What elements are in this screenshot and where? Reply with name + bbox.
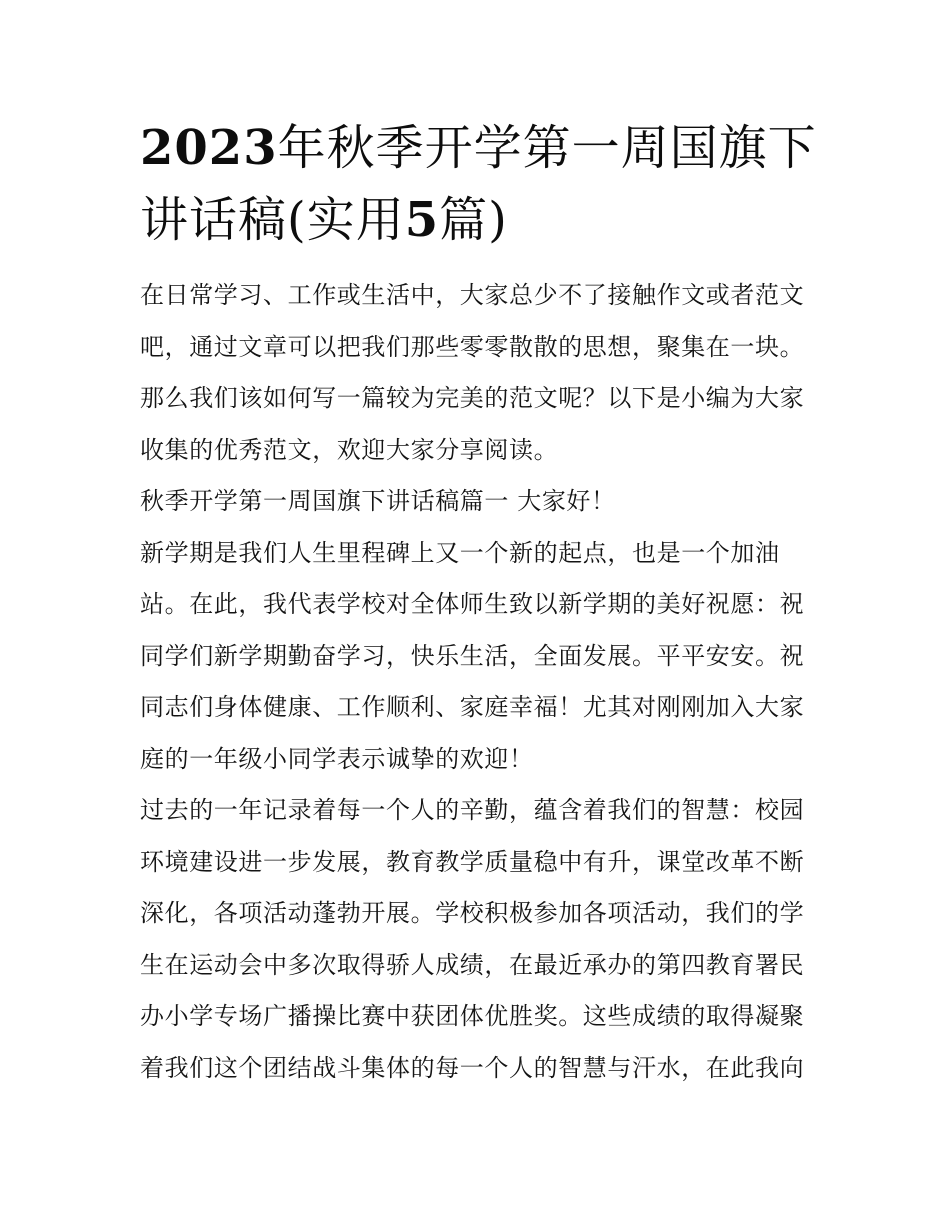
paragraph-heading-1: 秋季开学第一周国旗下讲话稿篇一 大家好！ xyxy=(140,487,616,515)
title-count: 5 xyxy=(404,192,440,248)
title-text: 年秋季开学第一周国旗下讲话稿(实用 xyxy=(140,120,817,248)
document-title xyxy=(140,112,820,256)
paragraph-2: 新学期是我们人生里程碑上又一个新的起点，也是一个加油站。在此，我代表学校对全体师生致以新学期的美好祝愿：祝同学们新学期勤奋学习，快乐生活，全面发展。平平安安。祝同志们身体健康、工作顺利、家庭幸福！尤其对刚刚加入大家庭的一年级小同学表示诚挚的欢迎！ xyxy=(140,538,805,773)
document-body xyxy=(140,270,812,1094)
title-year: 2023 xyxy=(140,120,278,176)
paragraph-3: 过去的一年记录着每一个人的辛勤，蕴含着我们的智慧：校园环境建设进一步发展，教育教学质量稳中有升，课堂改革不断深化，各项活动蓬勃开展。学校积极参加各项活动，我们的学生在运动会中多次取得骄人成绩，在最近承办的第四教育署民办小学专场广播操比赛中获团体优胜奖。这些成绩的取得凝聚着我们这个团结战斗集体的每一个人的智慧与汗水，在此我向 xyxy=(140,796,805,1082)
title-suffix: 篇) xyxy=(439,192,508,248)
paragraph-intro: 在日常学习、工作或生活中，大家总少不了接触作文或者范文吧，通过文章可以把我们那些零零散散的思想，聚集在一块。那么我们该如何写一篇较为完美的范文呢？以下是小编为大家收集的优秀范文，欢迎大家分享阅读。 xyxy=(140,281,805,464)
